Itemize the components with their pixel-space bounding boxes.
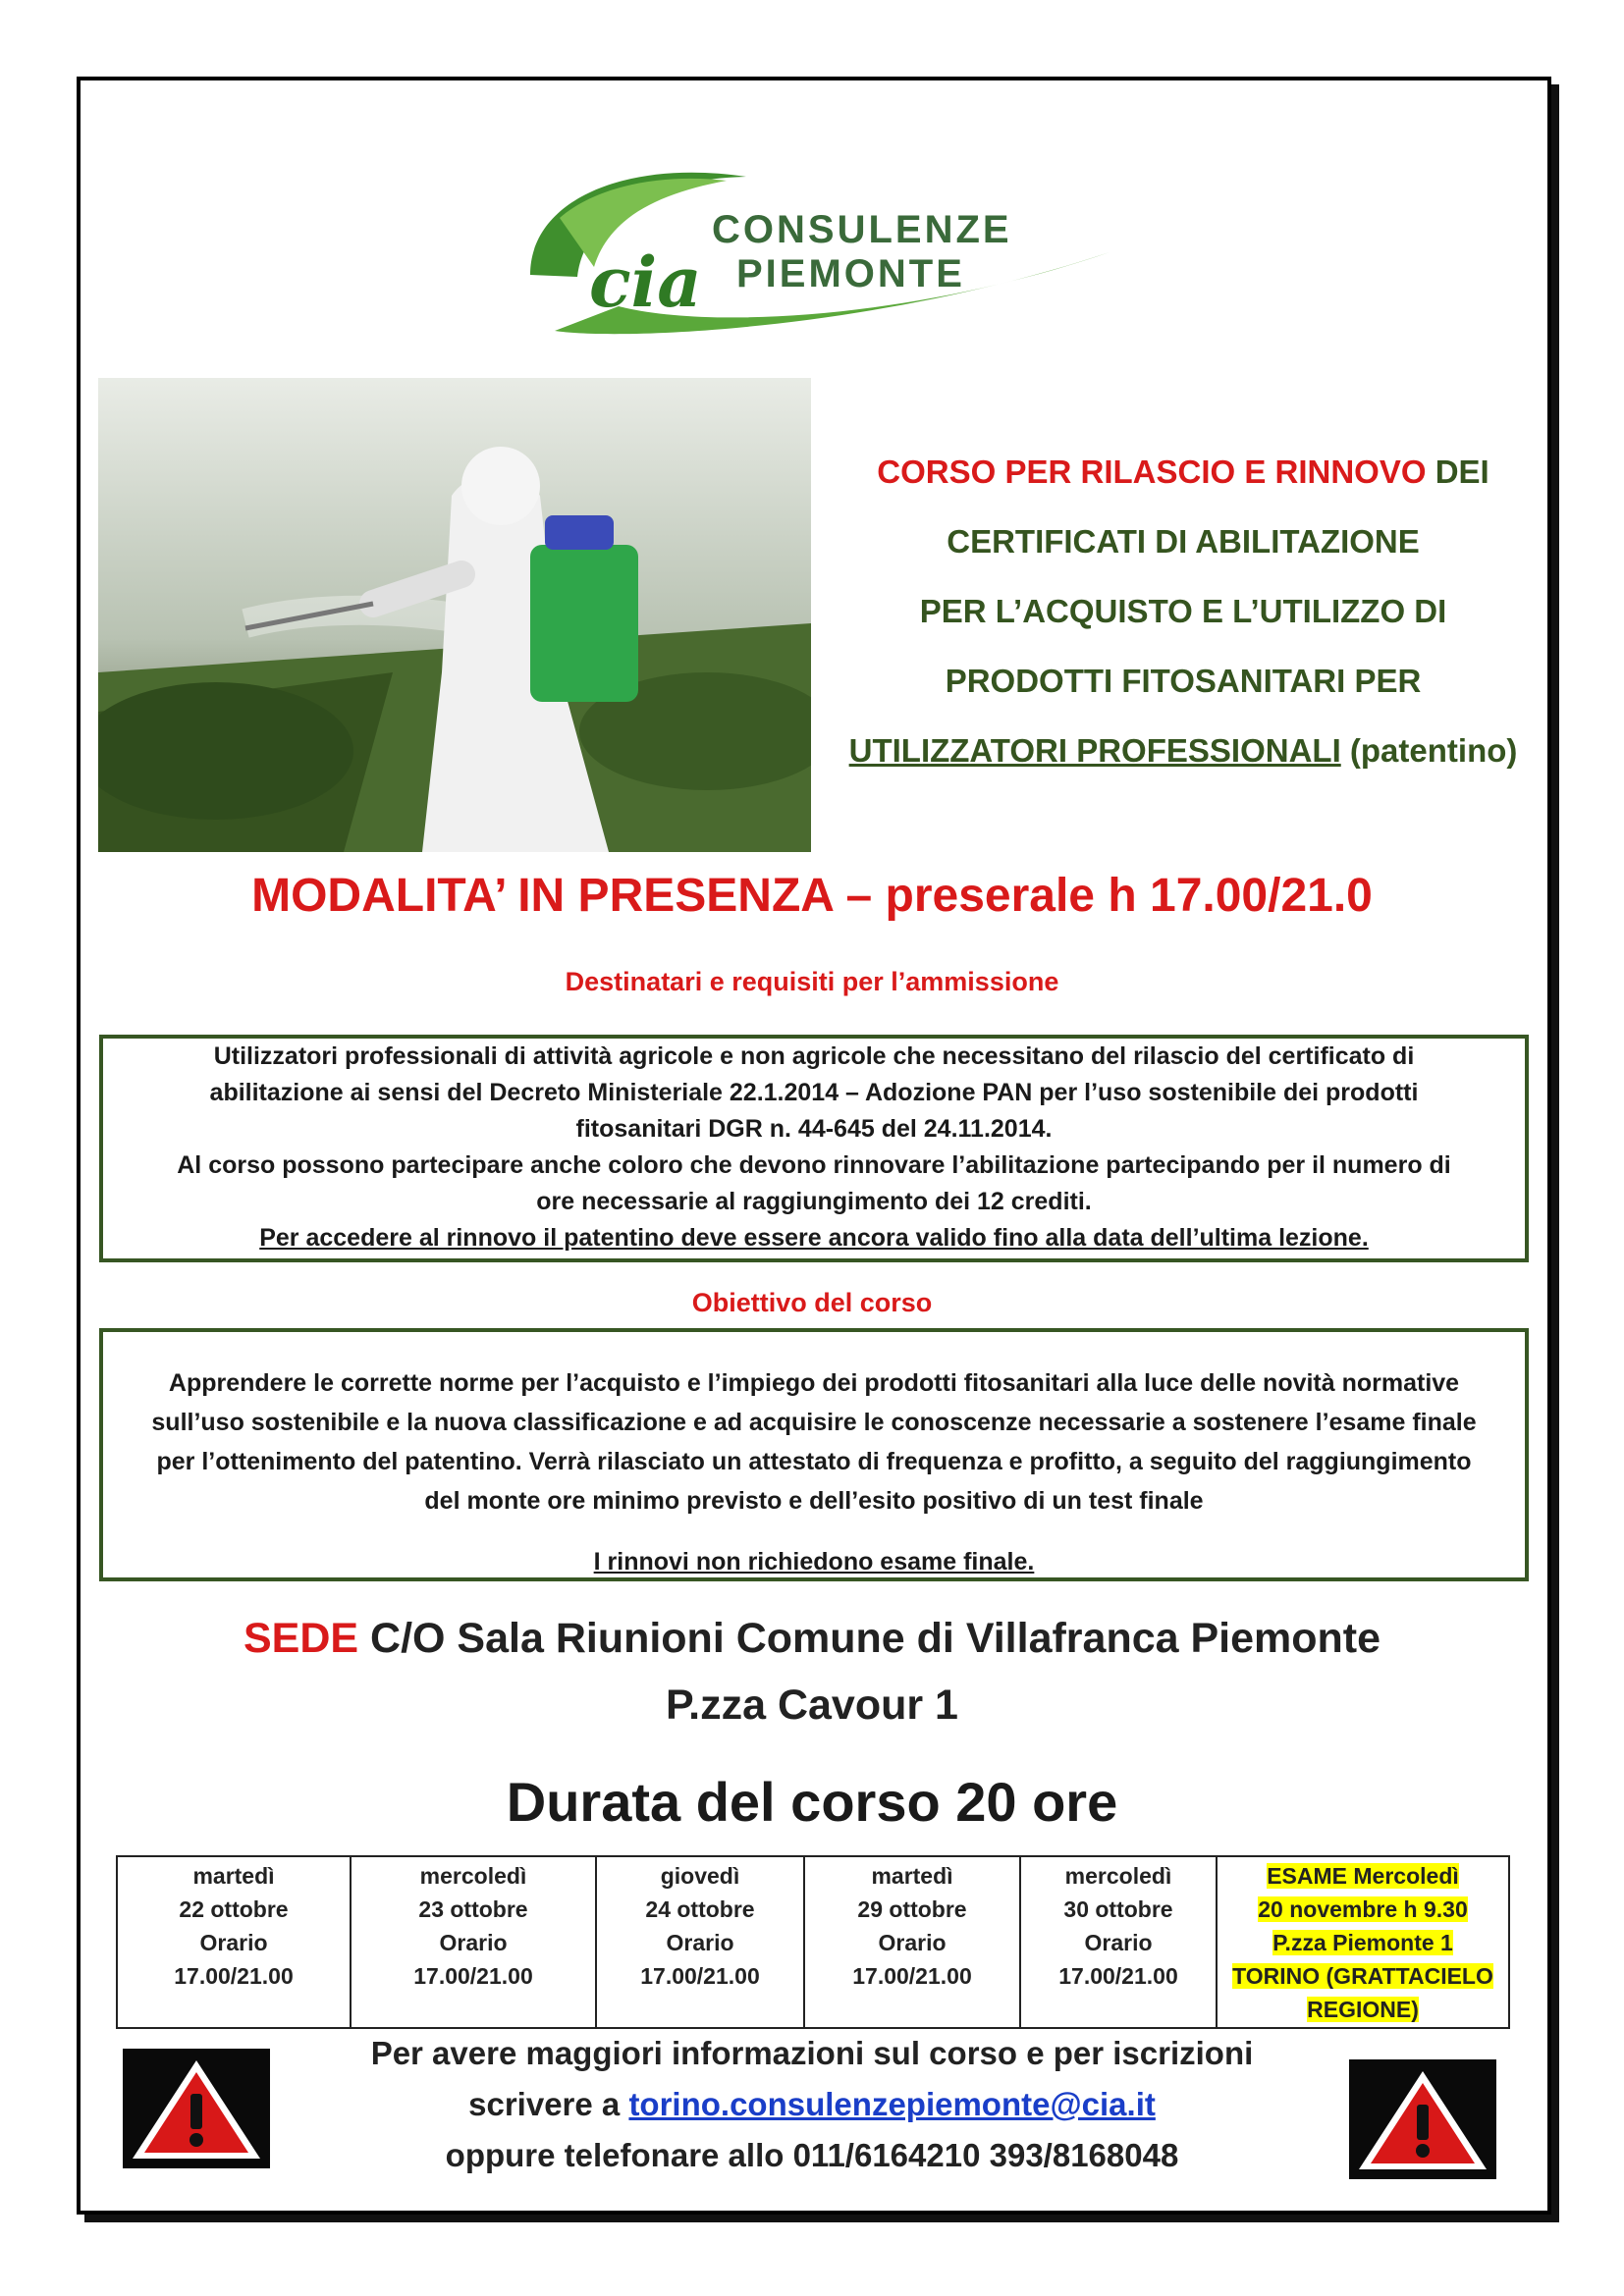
- schedule-cell-2: [351, 1856, 596, 2028]
- exam-line2: 20 novembre h 9.30: [1258, 1896, 1468, 1922]
- schedule-orario: Orario: [878, 1930, 947, 1955]
- schedule-cell-3: [596, 1856, 804, 2028]
- schedule-orario: Orario: [1084, 1930, 1153, 1955]
- schedule-time: 17.00/21.00: [852, 1963, 972, 1989]
- destinatari-line1: Utilizzatori professionali di attività agricole e non agricole che necessitano del rilascio del certificato di: [213, 1042, 1415, 1070]
- course-title-line5: [825, 716, 1542, 785]
- course-title-red: CORSO PER RILASCIO E RINNOVO: [877, 454, 1427, 490]
- course-title-line4: PRODOTTI FITOSANITARI PER: [945, 663, 1422, 699]
- schedule-orario: Orario: [439, 1930, 508, 1955]
- schedule-cell-1: [117, 1856, 351, 2028]
- schedule-day: martedì: [871, 1863, 953, 1889]
- schedule-date: 22 ottobre: [179, 1896, 289, 1922]
- schedule-date: 30 ottobre: [1063, 1896, 1173, 1922]
- obiettivo-heading: Obiettivo del corso: [691, 1288, 933, 1317]
- sede-place: C/O Sala Riunioni Comune di Villafranca Piemonte: [370, 1615, 1381, 1662]
- obiettivo-line4: del monte ore minimo previsto e dell’esito positivo di un test finale: [424, 1487, 1204, 1515]
- exam-line4: TORINO (GRATTACIELO: [1232, 1963, 1493, 1989]
- destinatari-line5: ore necessarie al raggiungimento dei 12 crediti.: [536, 1188, 1092, 1215]
- logo-line2: PIEMONTE: [736, 252, 965, 295]
- obiettivo-line2: sull’uso sostenibile e la nuova classificazione e ad acquisire le conoscenze necessarie a sostenere l’esame finale: [151, 1409, 1477, 1436]
- consulenze-piemonte-logo: [501, 159, 1129, 355]
- course-title: [825, 437, 1542, 785]
- course-title-dei: DEI: [1435, 454, 1489, 490]
- obiettivo-box: [99, 1328, 1529, 1581]
- exam-line3: P.zza Piemonte 1: [1272, 1930, 1453, 1955]
- info-line3: oppure telefonare allo 011/6164210 393/8168048: [445, 2137, 1179, 2173]
- info-line1: Per avere maggiori informazioni sul corso e per iscrizioni: [370, 2035, 1254, 2071]
- sede-address: P.zza Cavour 1: [666, 1682, 958, 1729]
- course-title-line2: CERTIFICATI DI ABILITAZIONE: [947, 523, 1420, 560]
- schedule-day: martedì: [192, 1863, 275, 1889]
- destinatari-box: [99, 1035, 1529, 1262]
- schedule-day: mercoledì: [1064, 1863, 1172, 1889]
- schedule-cell-4: [804, 1856, 1020, 2028]
- schedule-time: 17.00/21.00: [1058, 1963, 1178, 1989]
- pesticide-spraying-photo: [98, 378, 811, 852]
- schedule-orario: Orario: [666, 1930, 734, 1955]
- course-title-patentino: (patentino): [1349, 732, 1518, 769]
- info-line2-prefix: scrivere a: [468, 2086, 621, 2122]
- schedule-table: [116, 1855, 1510, 2029]
- exam-line1: ESAME Mercoledì: [1267, 1863, 1459, 1889]
- contact-email-link[interactable]: torino.consulenzepiemonte@cia.it: [628, 2086, 1156, 2122]
- obiettivo-line5: I rinnovi non richiedono esame finale.: [593, 1548, 1035, 1575]
- schedule-date: 24 ottobre: [645, 1896, 755, 1922]
- destinatari-line2: abilitazione ai sensi del Decreto Ministeriale 22.1.2014 – Adozione PAN per l’uso sostenibile dei prodotti: [209, 1079, 1419, 1106]
- schedule-cell-5: [1020, 1856, 1217, 2028]
- course-title-underlined: UTILIZZATORI PROFESSIONALI: [848, 732, 1341, 769]
- schedule-row: [117, 1856, 1509, 2028]
- warning-triangle-icon: [1349, 2059, 1496, 2179]
- schedule-day: mercoledì: [419, 1863, 527, 1889]
- course-title-line1: [825, 437, 1542, 507]
- schedule-exam-cell: [1217, 1856, 1509, 2028]
- obiettivo-line1: Apprendere le corrette norme per l’acquisto e l’impiego dei prodotti fitosanitari alla luce delle novità normative: [168, 1369, 1460, 1397]
- schedule-date: 23 ottobre: [418, 1896, 528, 1922]
- course-title-line3: PER L’ACQUISTO E L’UTILIZZO DI: [919, 593, 1447, 629]
- schedule-time: 17.00/21.00: [413, 1963, 533, 1989]
- exam-line5: REGIONE): [1307, 1997, 1419, 2022]
- cia-mark: cia: [589, 241, 702, 323]
- destinatari-line3: fitosanitari DGR n. 44-645 del 24.11.2014.: [575, 1115, 1053, 1143]
- schedule-time: 17.00/21.00: [640, 1963, 760, 1989]
- schedule-date: 29 ottobre: [857, 1896, 967, 1922]
- warning-triangle-icon: [123, 2049, 270, 2168]
- info-block: [79, 2028, 1545, 2181]
- sede-block: [79, 1605, 1545, 1738]
- destinatari-line6: Per accedere al rinnovo il patentino deve essere ancora valido fino alla data dell’ultima lezione.: [259, 1224, 1369, 1252]
- durata-heading: Durata del corso 20 ore: [506, 1771, 1118, 1833]
- destinatari-line4: Al corso possono partecipare anche coloro che devono rinnovare l’abilitazione partecipando per il numero di: [177, 1151, 1451, 1179]
- logo-line1: CONSULENZE: [712, 208, 1012, 251]
- destinatari-heading: Destinatari e requisiti per l’ammissione: [565, 967, 1059, 996]
- schedule-time: 17.00/21.00: [174, 1963, 294, 1989]
- obiettivo-line3: per l’ottenimento del patentino. Verrà rilasciato un attestato di frequenza e profitto, a seguito del raggiungimento: [156, 1448, 1472, 1475]
- modalita-heading: MODALITA’ IN PRESENZA – preserale h 17.00/21.0: [251, 870, 1373, 922]
- schedule-day: giovedì: [660, 1863, 740, 1889]
- sede-label: SEDE: [243, 1615, 359, 1662]
- schedule-orario: Orario: [199, 1930, 268, 1955]
